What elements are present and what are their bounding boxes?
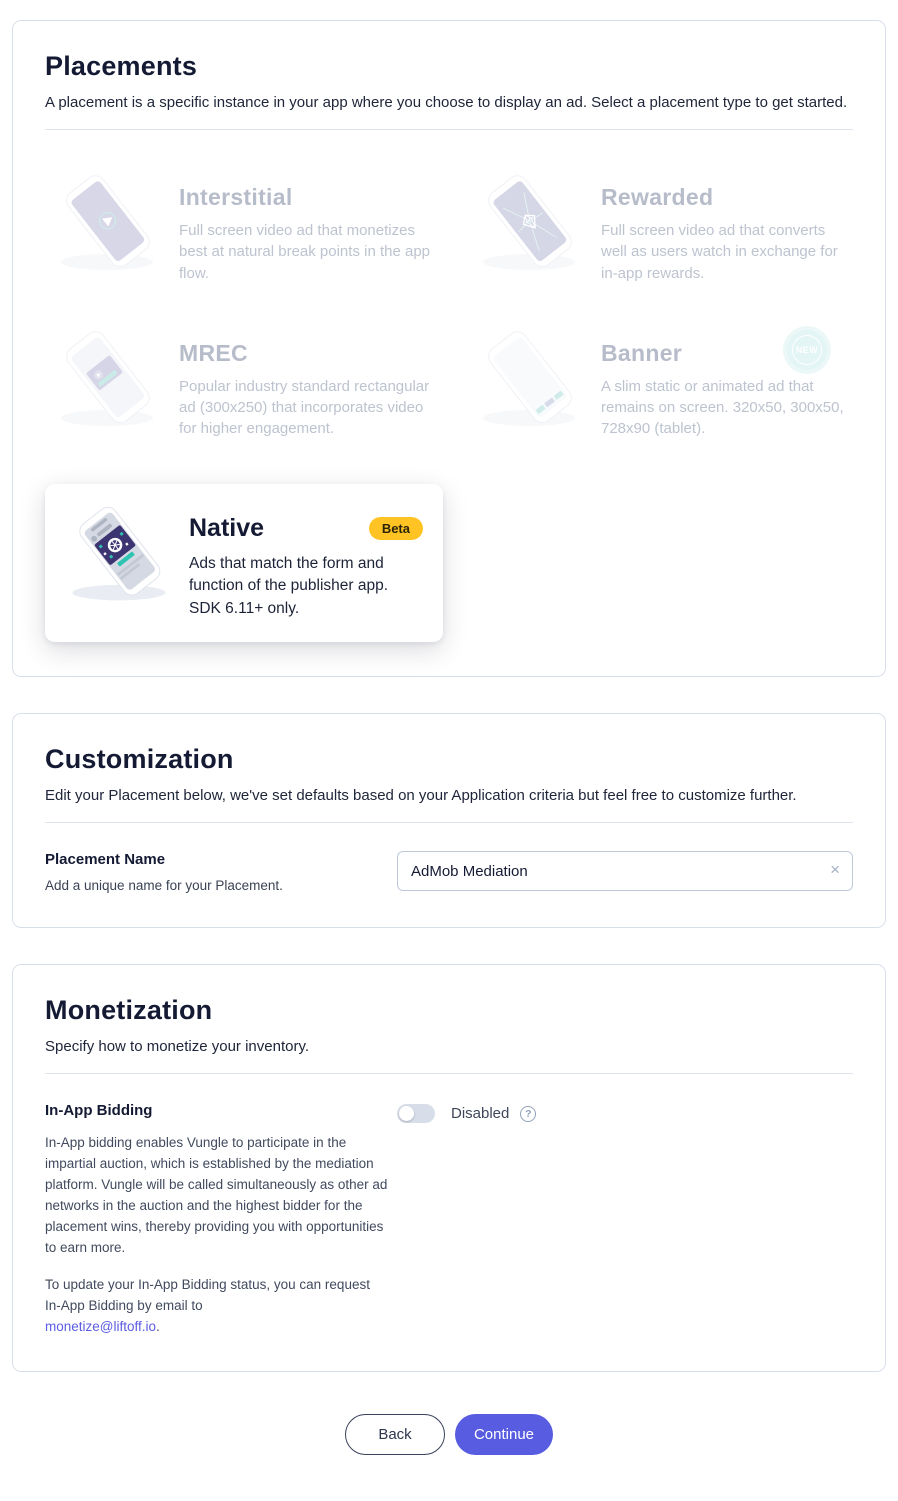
- back-button[interactable]: Back: [345, 1414, 445, 1455]
- rewarded-title: Rewarded: [601, 184, 714, 210]
- mrec-phone-icon: [45, 328, 167, 440]
- divider: [45, 1073, 853, 1074]
- native-title: Native: [189, 513, 265, 542]
- new-badge-label: NEW: [792, 335, 822, 365]
- banner-description: A slim static or animated ad that remains on screen. 320x50, 300x50, 728x90 (tablet).: [601, 377, 844, 438]
- banner-title: Banner: [601, 339, 683, 366]
- monetization-subtitle: Specify how to monetize your inventory.: [45, 1038, 310, 1056]
- divider: [45, 129, 853, 130]
- placement-options-grid: [45, 172, 853, 642]
- customization-card: [12, 713, 886, 928]
- rewarded-phone-icon: [467, 172, 589, 284]
- new-badge: [787, 330, 827, 370]
- monetization-card: [12, 964, 886, 1372]
- placement-name-input[interactable]: [397, 851, 853, 891]
- placements-title: Placements: [45, 51, 198, 81]
- in-app-bidding-status: Disabled: [451, 1105, 510, 1123]
- placement-name-row: [45, 851, 853, 893]
- in-app-bidding-toggle[interactable]: [397, 1104, 435, 1123]
- in-app-bidding-request-text: To update your In-App Bidding status, you can request In-App Bidding by email to monetize@liftoff.io.: [45, 1276, 370, 1334]
- toggle-knob: [399, 1106, 414, 1121]
- placement-option-interstitial[interactable]: [45, 172, 443, 284]
- interstitial-description: Full screen video ad that monetizes best at natural break points in the app flow.: [179, 222, 431, 282]
- placement-option-mrec[interactable]: [45, 328, 443, 440]
- monetize-email-link[interactable]: monetize@liftoff.io: [45, 1318, 157, 1334]
- placements-subtitle: A placement is a specific instance in your app where you choose to display an ad. Select a placement type to get started.: [45, 94, 848, 111]
- banner-phone-icon: [467, 328, 589, 440]
- customization-title: Customization: [45, 744, 234, 775]
- placement-name-label: Placement Name: [45, 851, 166, 869]
- help-icon[interactable]: ?: [520, 1106, 536, 1122]
- footer-actions: [12, 1414, 886, 1455]
- interstitial-phone-icon: [45, 172, 167, 284]
- placement-name-hint: Add a unique name for your Placement.: [45, 878, 283, 894]
- monetization-title: Monetization: [45, 995, 213, 1026]
- interstitial-title: Interstitial: [179, 184, 293, 210]
- continue-button[interactable]: Continue: [455, 1414, 553, 1455]
- in-app-bidding-label: In-App Bidding: [45, 1102, 153, 1120]
- in-app-bidding-description: In-App bidding enables Vungle to participate in the impartial auction, which is established by the mediation platform. Vungle will be called simultaneously as other ad networks in the auction and the highest bidder for the placement wins, thereby providing you with opportunities to earn more.: [45, 1135, 388, 1255]
- placement-option-banner[interactable]: [467, 328, 853, 440]
- native-description: Ads that match the form and function of the publisher app. SDK 6.11+ only.: [189, 554, 389, 617]
- divider: [45, 822, 853, 823]
- customization-subtitle: Edit your Placement below, we've set defaults based on your Application criteria but feel free to customize further.: [45, 787, 797, 805]
- mrec-title: MREC: [179, 339, 248, 366]
- mrec-description: Popular industry standard rectangular ad (300x250) that incorporates video for higher engagement.: [179, 377, 430, 438]
- rewarded-description: Full screen video ad that converts well as users watch in exchange for in-app rewards.: [601, 222, 838, 282]
- native-phone-icon: [59, 500, 177, 620]
- placements-card: [12, 20, 886, 677]
- beta-badge: Beta: [369, 517, 423, 540]
- placement-option-rewarded[interactable]: [467, 172, 853, 284]
- placement-option-native-selected[interactable]: [45, 484, 443, 642]
- clear-input-icon[interactable]: ×: [830, 860, 840, 880]
- in-app-bidding-row: [45, 1102, 853, 1337]
